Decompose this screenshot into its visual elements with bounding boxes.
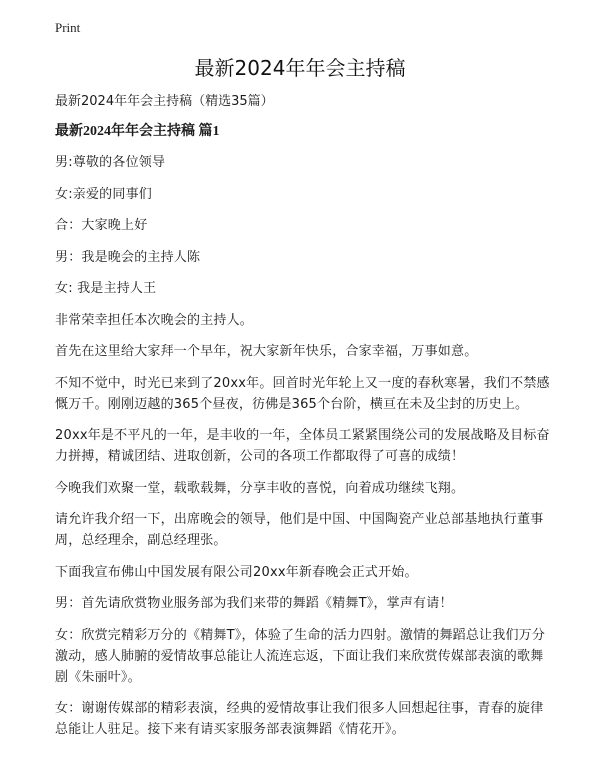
paragraph: 非常荣幸担任本次晚会的主持人。 xyxy=(55,312,254,328)
paragraph: 不知不觉中，时光已来到了20xx年。回首时光年轮上又一度的春秋寒暑，我们不禁感慨万千。刚刚迈越的365个昼夜，彷佛是365个台阶，横亘在未及尘封的历史上。 xyxy=(55,375,550,412)
paragraph: 男：我是晚会的主持人陈 xyxy=(55,249,201,265)
paragraph: 请允许我介绍一下，出席晚会的领导，他们是中国、中国陶瓷产业总部基地执行董事周，总经理余，副总经理张。 xyxy=(55,512,544,548)
paragraph: 女：欣赏完精彩万分的《精舞T》，体验了生命的活力四射。激情的舞蹈总让我们万分激动，感人肺腑的爱情故事总能让人流连忘返，下面让我们来欣赏传媒部表演的歌舞剧《朱丽叶》。 xyxy=(55,627,546,685)
paragraph: 合：大家晚上好 xyxy=(55,218,148,233)
document-subtitle: 最新2024年年会主持稿（精选35篇） xyxy=(55,94,274,109)
paragraph: 下面我宣布佛山中国发展有限公司20xx年新春晚会正式开始。 xyxy=(55,564,418,580)
paragraph: 女:亲爱的同事们 xyxy=(55,186,152,202)
paragraph: 女：谢谢传媒部的精彩表演，经典的爱情故事让我们很多人回想起往事，青春的旋律总能让人驻足。接下来有请买家服务部表演舞蹈《情花开》。 xyxy=(55,701,544,737)
paragraph: 今晚我们欢聚一堂，载歌载舞，分享丰收的喜悦，向着成功继续飞翔。 xyxy=(55,480,465,496)
document-title: 最新2024年年会主持稿 xyxy=(194,56,406,80)
paragraph: 首先在这里给大家拜一个早年，祝大家新年快乐，合家幸福，万事如意。 xyxy=(55,344,478,359)
paragraph: 20xx年是不平凡的一年，是丰收的一年，全体员工紧紧围绕公司的发展战略及目标奋力拼搏，精诚团结、进取创新，公司的各项工作都取得了可喜的成绩！ xyxy=(55,428,550,464)
document-body xyxy=(55,92,555,751)
paragraph: 女: 我是主持人王 xyxy=(55,281,157,296)
section-heading: 最新2024年年会主持稿 篇1 xyxy=(55,124,220,139)
print-link[interactable]: Print xyxy=(55,20,81,35)
paragraph: 男:尊敬的各位领导 xyxy=(55,155,166,170)
paragraph: 男：首先请欣赏物业服务部为我们来带的舞蹈《精舞T》，掌声有请！ xyxy=(55,596,453,611)
